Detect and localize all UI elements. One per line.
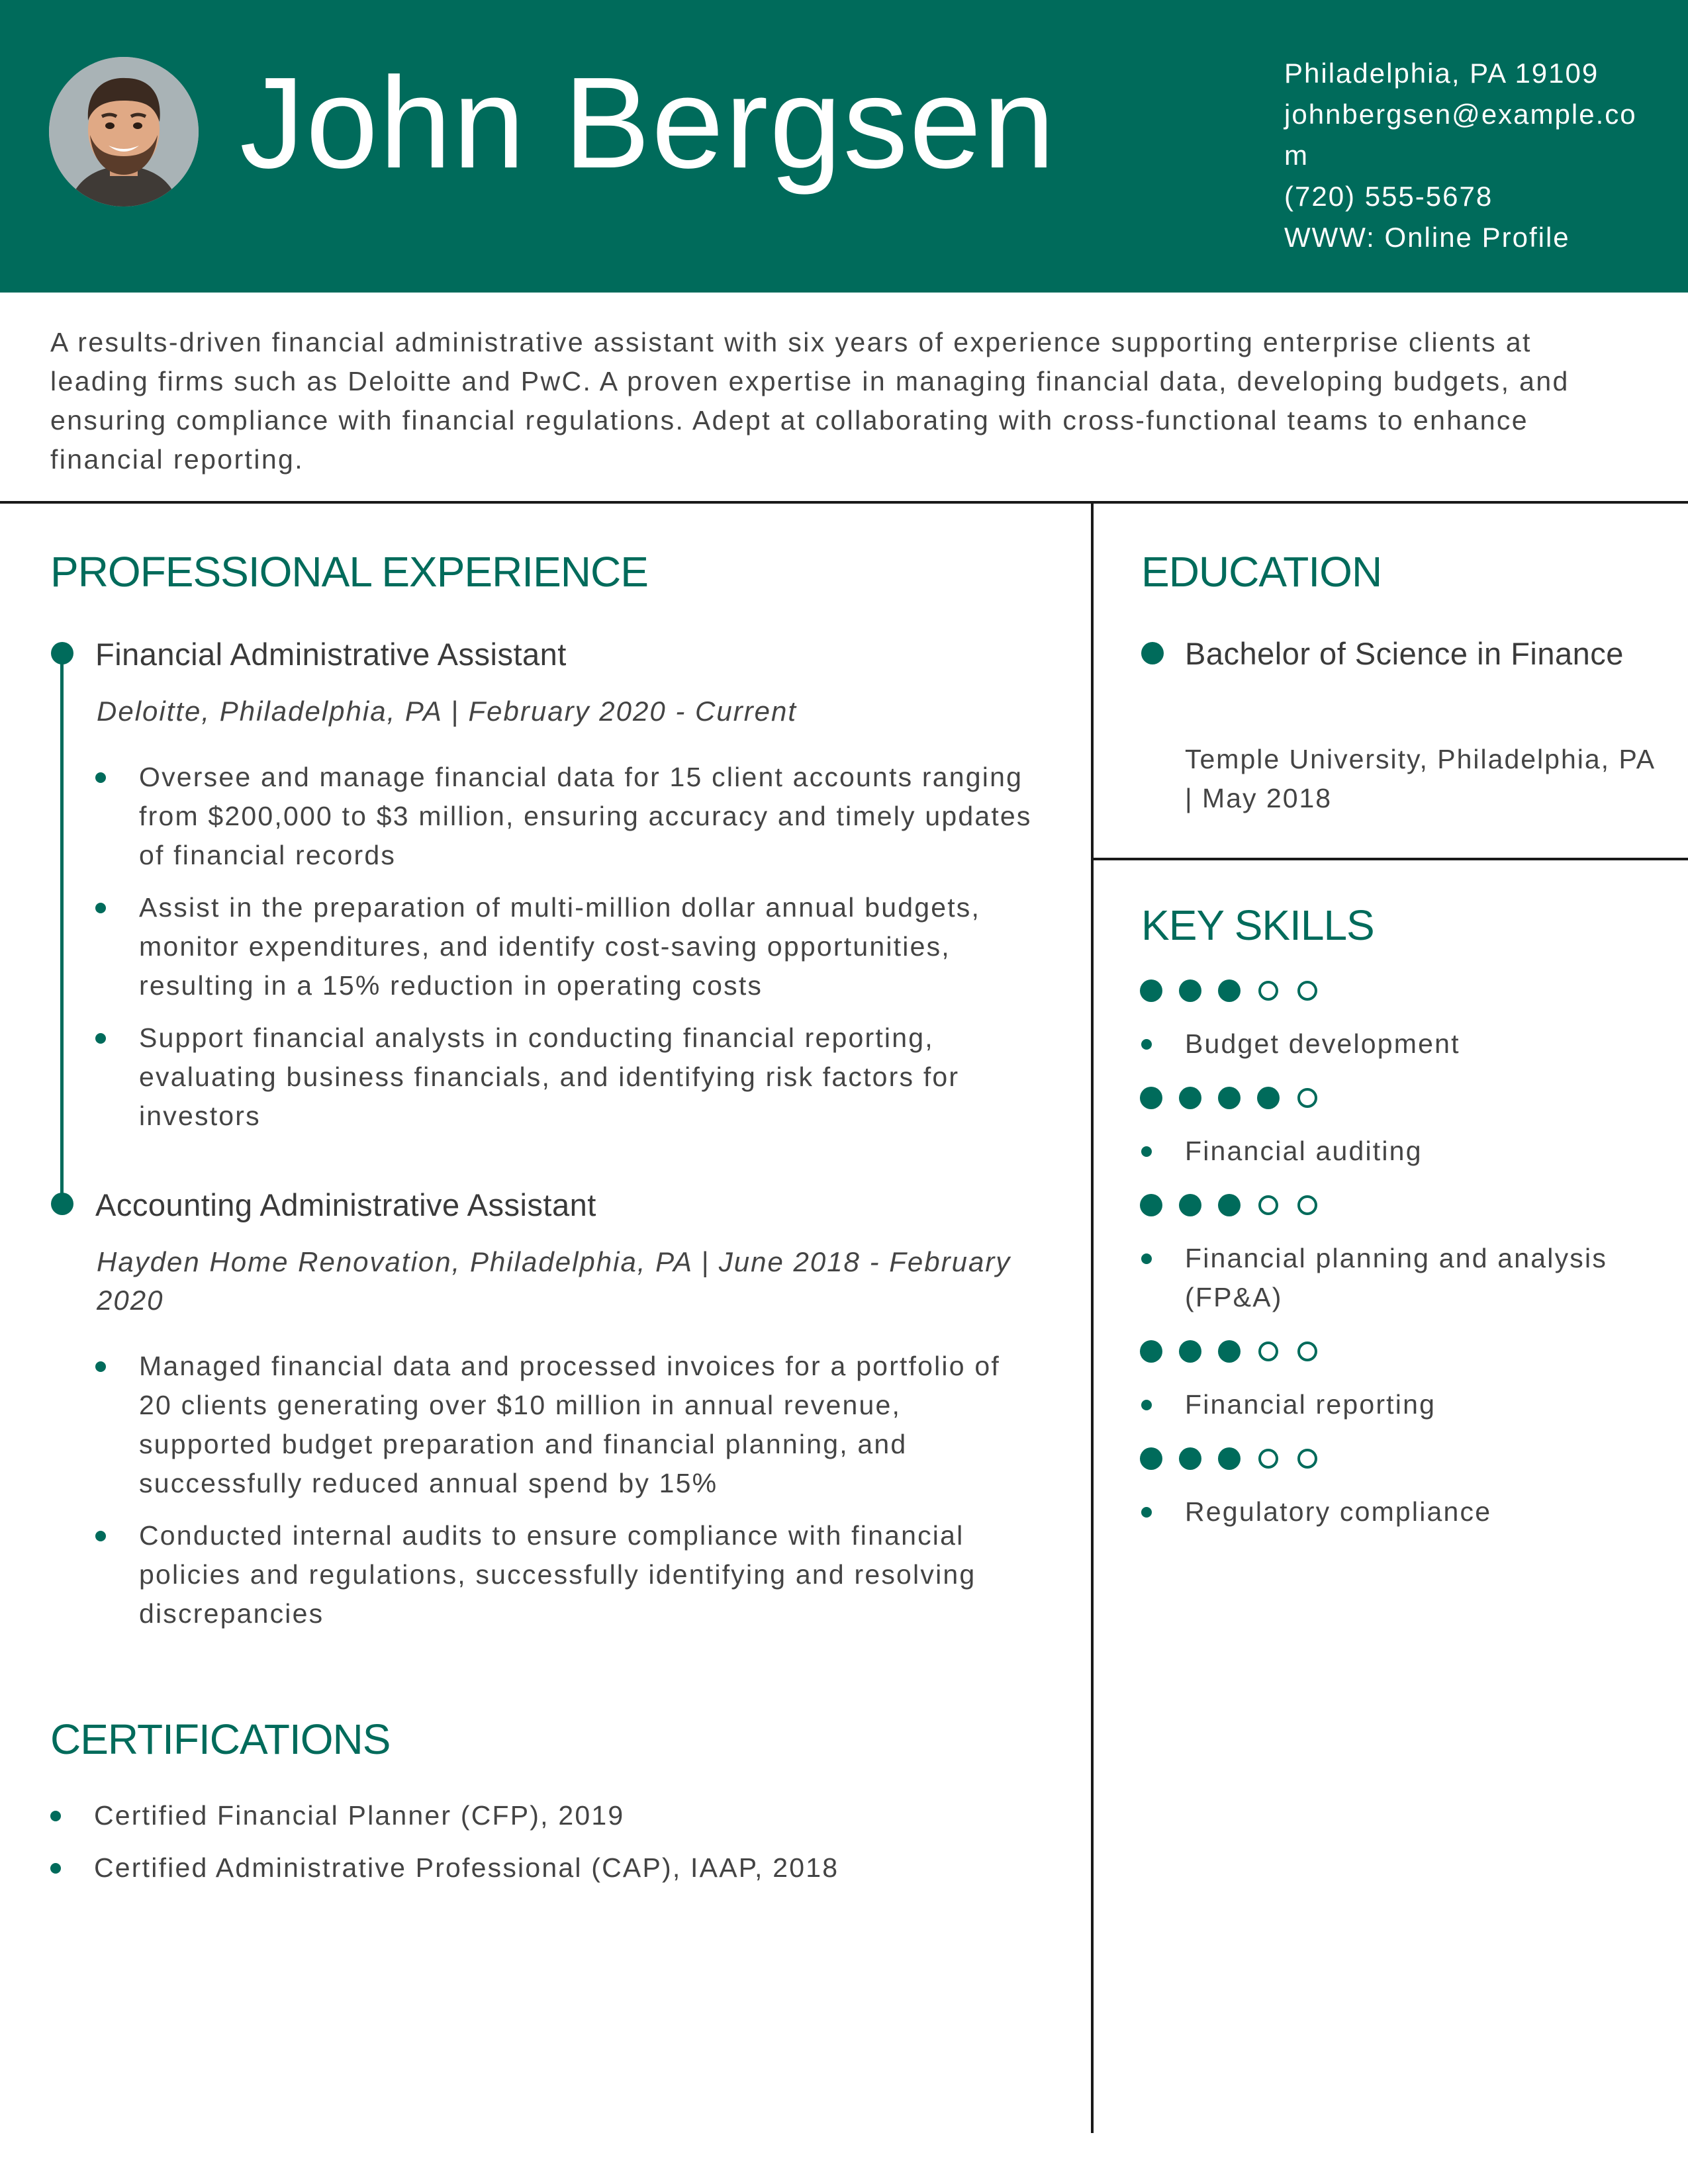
skill-rating	[1140, 1194, 1319, 1218]
list-item: Support financial analysts in conducting financial reporting, evaluating business financials, and identifying risk factors for investors	[95, 1019, 1035, 1136]
timeline-dot	[51, 642, 73, 664]
section-divider-horizontal	[0, 501, 1688, 504]
rating-dot-filled	[1179, 979, 1201, 1002]
education-skills-divider	[1091, 858, 1688, 860]
list-item: Certified Financial Planner (CFP), 2019	[50, 1796, 1056, 1835]
rating-dot-filled	[1218, 1447, 1241, 1470]
rating-dot-filled	[1140, 1340, 1162, 1363]
job-title: Accounting Administrative Assistant	[95, 1187, 596, 1222]
education-dot	[1141, 642, 1164, 664]
rating-dot-filled	[1218, 979, 1241, 1002]
rating-dot-filled	[1179, 1340, 1201, 1363]
job-company-dates: Hayden Home Renovation, Philadelphia, PA | June 2018 - February 2020	[97, 1246, 1011, 1316]
certifications-heading: CERTIFICATIONS	[50, 1715, 391, 1763]
skill-rating	[1140, 979, 1319, 1003]
skill-name: Financial planning and analysis (FP&A)	[1140, 1239, 1648, 1317]
timeline-dot	[51, 1193, 73, 1215]
job-bullet-list	[95, 758, 1035, 1149]
rating-dot-filled	[1218, 1340, 1241, 1363]
contact-email[interactable]: johnbergsen@example.com	[1284, 99, 1637, 171]
candidate-name: John Bergsen	[240, 50, 1056, 195]
contact-block	[1284, 53, 1655, 258]
rating-dot-empty	[1258, 1342, 1278, 1361]
person-portrait-icon	[49, 57, 199, 206]
rating-dot-empty	[1258, 1449, 1278, 1469]
education-heading: EDUCATION	[1141, 548, 1382, 596]
job-company-dates: Deloitte, Philadelphia, PA | February 2020 - Current	[97, 696, 798, 727]
job-title: Financial Administrative Assistant	[95, 637, 567, 672]
rating-dot-filled	[1179, 1087, 1201, 1109]
rating-dot-empty	[1258, 1195, 1278, 1215]
resume-header	[0, 0, 1688, 293]
contact-website-link[interactable]: WWW: Online Profile	[1284, 222, 1570, 253]
rating-dot-filled	[1140, 1194, 1162, 1216]
rating-dot-filled	[1218, 1087, 1241, 1109]
rating-dot-empty	[1297, 981, 1317, 1001]
skills-heading: KEY SKILLS	[1141, 901, 1374, 949]
rating-dot-empty	[1297, 1449, 1317, 1469]
professional-summary: A results-driven financial administrative assistant with six years of experience supporting enterprise clients at leading firms such as Deloitte and PwC. A proven expertise in managing financial data, developing budgets, and ensuring compliance with financial regulations. Adept at collaborating with cross-functional teams to enhance financial reporting.	[50, 327, 1570, 475]
skill-rating	[1140, 1447, 1319, 1471]
experience-heading: PROFESSIONAL EXPERIENCE	[50, 548, 648, 596]
contact-phone[interactable]: (720) 555-5678	[1284, 181, 1493, 212]
experience-timeline-line	[60, 655, 64, 1203]
education-degree: Bachelor of Science in Finance	[1185, 636, 1624, 671]
skill-rating	[1140, 1087, 1319, 1111]
rating-dot-empty	[1297, 1342, 1317, 1361]
job-bullet-list	[95, 1347, 1035, 1647]
rating-dot-filled	[1257, 1087, 1280, 1109]
rating-dot-filled	[1179, 1447, 1201, 1470]
rating-dot-filled	[1179, 1194, 1201, 1216]
rating-dot-empty	[1297, 1088, 1317, 1108]
skill-name: Financial reporting	[1140, 1385, 1688, 1424]
education-school-date: Temple University, Philadelphia, PA | May 2018	[1185, 744, 1654, 813]
profile-photo-avatar	[49, 57, 199, 206]
list-item: Assist in the preparation of multi-million dollar annual budgets, monitor expenditures, and identify cost-saving opportunities, resulting in a 15% reduction in operating costs	[95, 888, 1035, 1005]
skill-name: Budget development	[1140, 1024, 1688, 1064]
certifications-list	[50, 1796, 1056, 1901]
rating-dot-filled	[1140, 1447, 1162, 1470]
list-item: Oversee and manage financial data for 15 client accounts ranging from $200,000 to $3 million, ensuring accuracy and timely updates of financial records	[95, 758, 1035, 875]
list-item: Certified Administrative Professional (CAP), IAAP, 2018	[50, 1848, 1056, 1888]
list-item: Conducted internal audits to ensure compliance with financial policies and regulations, successfully identifying and resolving discrepancies	[95, 1516, 1035, 1633]
column-divider-vertical	[1091, 501, 1094, 2133]
rating-dot-empty	[1297, 1195, 1317, 1215]
rating-dot-filled	[1140, 979, 1162, 1002]
skill-name: Regulatory compliance	[1140, 1492, 1688, 1531]
list-item: Managed financial data and processed invoices for a portfolio of 20 clients generating over $10 million in annual revenue, supported budget preparation and financial planning, and successfully reduced annual spend by 15%	[95, 1347, 1035, 1503]
skill-name: Financial auditing	[1140, 1132, 1688, 1171]
rating-dot-filled	[1218, 1194, 1241, 1216]
rating-dot-filled	[1140, 1087, 1162, 1109]
contact-location: Philadelphia, PA 19109	[1284, 58, 1599, 89]
rating-dot-empty	[1258, 981, 1278, 1001]
skill-rating	[1140, 1340, 1319, 1364]
